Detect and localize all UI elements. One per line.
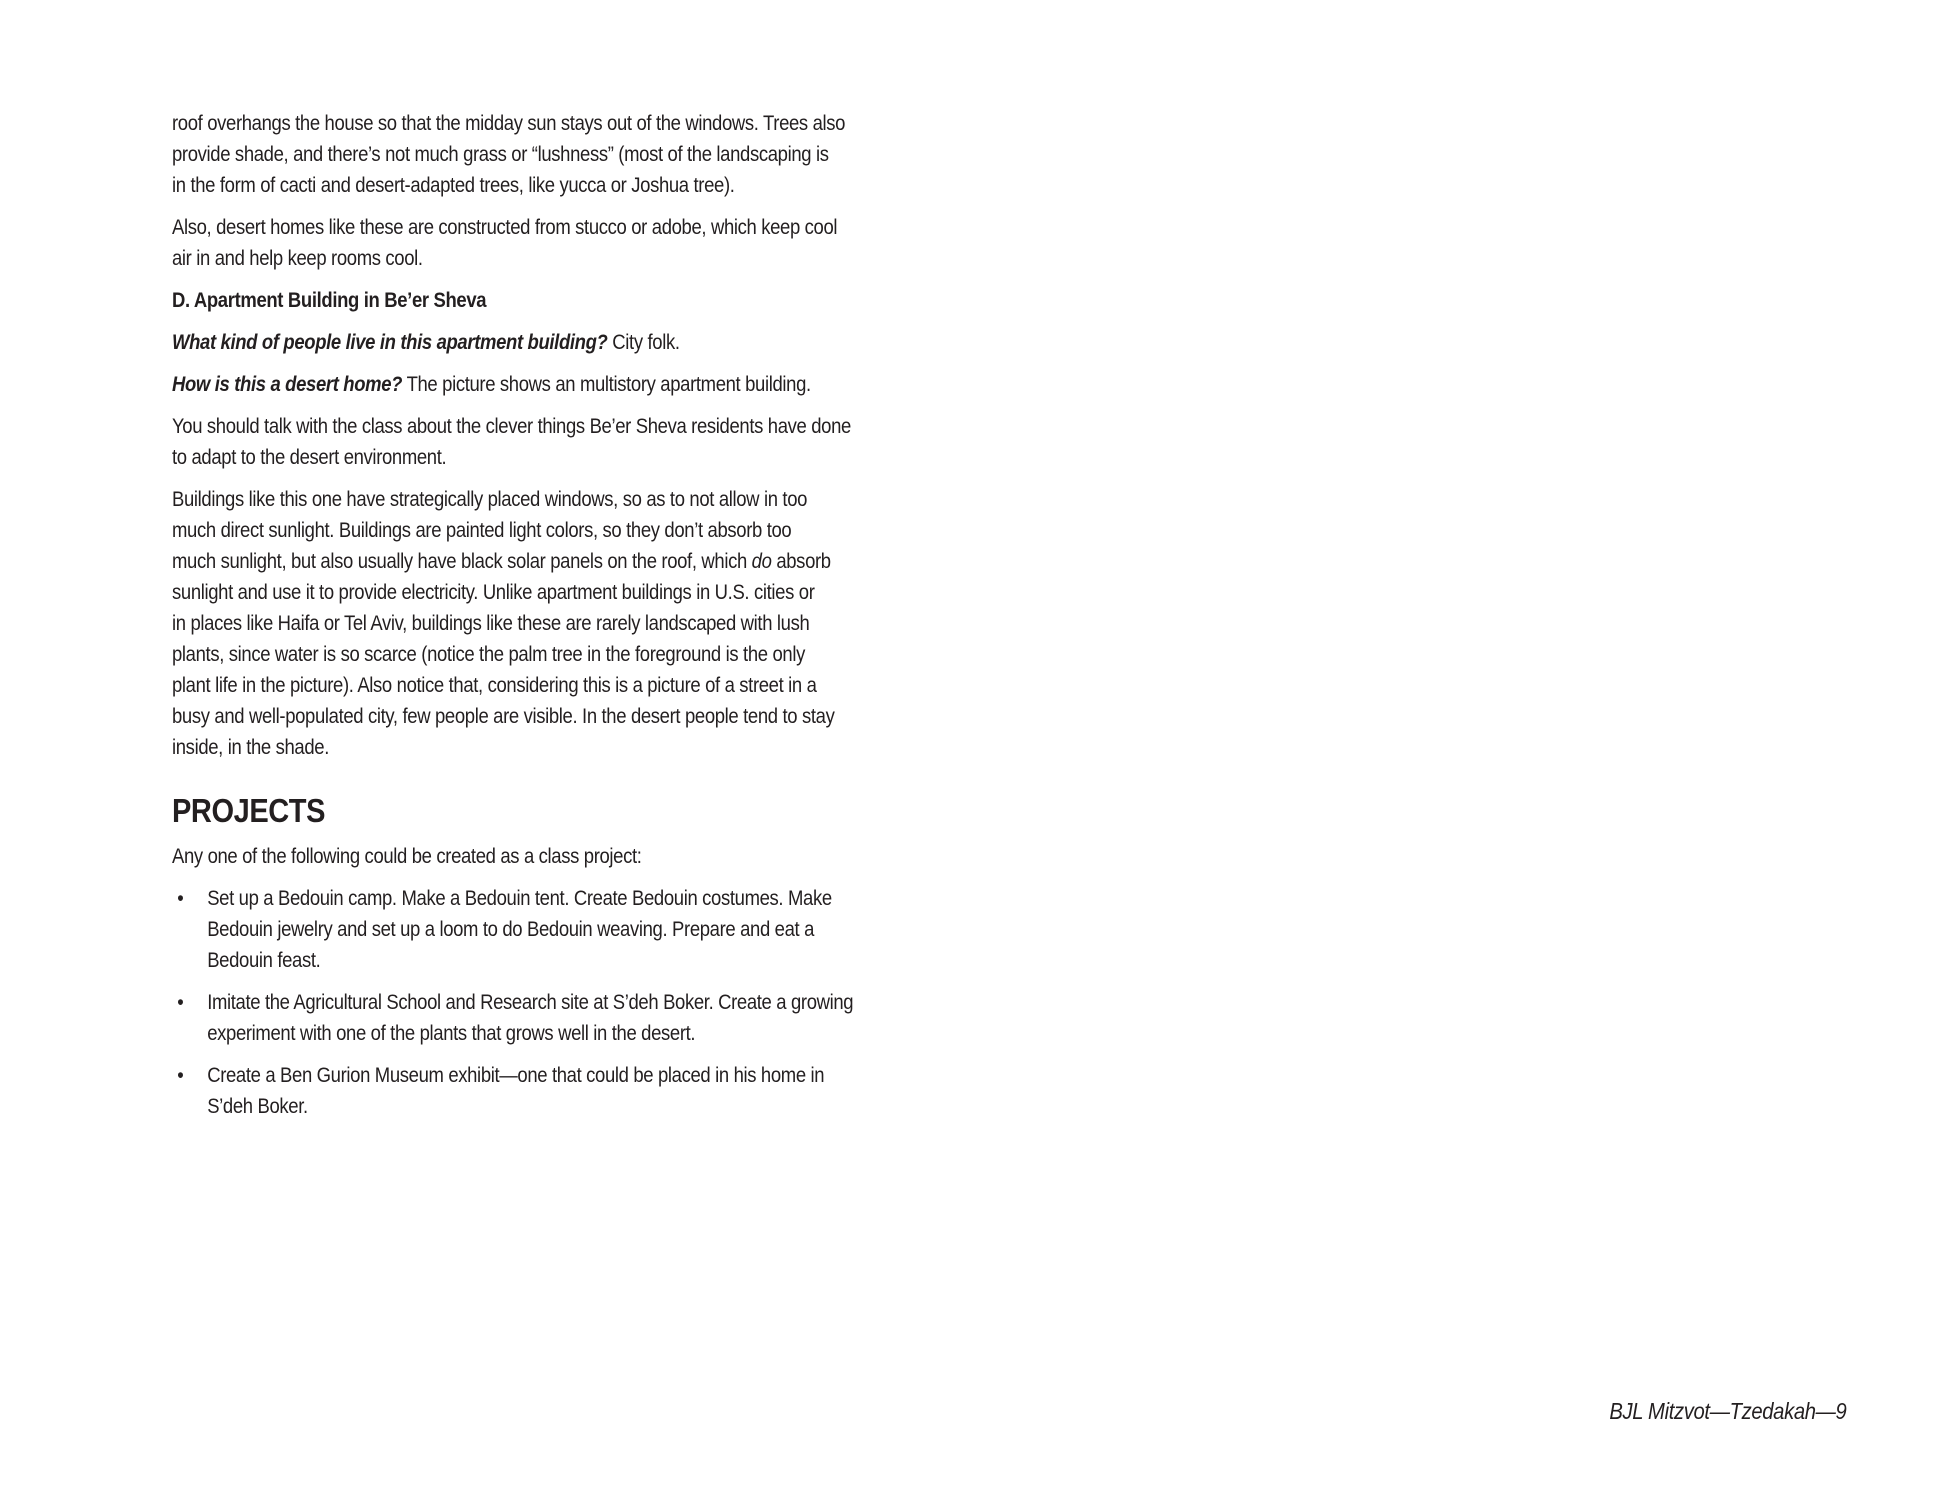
text-line: to adapt to the desert environment. xyxy=(172,446,447,469)
list-item xyxy=(172,987,867,1049)
question-text: How is this a desert home? xyxy=(172,373,403,396)
text-line: Create a Ben Gurion Museum exhibit—one that could be placed in his home in xyxy=(207,1064,825,1087)
text-line: in places like Haifa or Tel Aviv, buildings like these are rarely landscaped with lush xyxy=(172,612,810,635)
text-line: roof overhangs the house so that the midday sun stays out of the windows. Trees also xyxy=(172,112,846,135)
text-line: sunlight and use it to provide electricity. Unlike apartment buildings in U.S. cities or xyxy=(172,581,815,604)
text-line: busy and well-populated city, few people are visible. In the desert people tend to stay xyxy=(172,705,835,728)
text-line: in the form of cacti and desert-adapted trees, like yucca or Joshua tree). xyxy=(172,174,735,197)
text-line: inside, in the shade. xyxy=(172,736,329,759)
bullet-icon: • xyxy=(177,887,184,910)
emphasis-do: do xyxy=(751,550,772,573)
projects-list xyxy=(172,883,867,1122)
text-line: Imitate the Agricultural School and Research site at S’deh Boker. Create a growing xyxy=(207,991,854,1014)
paragraph-roof-overhangs xyxy=(172,108,964,201)
bullet-icon: • xyxy=(177,991,184,1014)
text-line: Bedouin jewelry and set up a loom to do Bedouin weaving. Prepare and eat a xyxy=(207,918,815,941)
text-line: experiment with one of the plants that grows well in the desert. xyxy=(207,1022,696,1045)
text-line: Bedouin feast. xyxy=(207,949,321,972)
projects-intro: Any one of the following could be created as a class project: xyxy=(172,845,642,868)
text-line: You should talk with the class about the clever things Be’er Sheva residents have done xyxy=(172,415,851,438)
paragraph-stucco-adobe xyxy=(172,212,964,274)
question-text: What kind of people live in this apartment building? xyxy=(172,331,608,354)
main-text-column xyxy=(172,108,867,1133)
text-segment: absorb xyxy=(771,550,831,573)
list-item xyxy=(172,1060,867,1122)
text-segment: much sunlight, but also usually have black solar panels on the roof, which xyxy=(172,550,752,573)
question-answer-people xyxy=(172,327,964,358)
text-line: provide shade, and there’s not much grass or “lushness” (most of the landscaping is xyxy=(172,143,829,166)
text-line: air in and help keep rooms cool. xyxy=(172,247,423,270)
subheading-apartment-building: D. Apartment Building in Be’er Sheva xyxy=(172,289,487,312)
page-footer: BJL Mitzvot—Tzedakah—9 xyxy=(1608,1398,1846,1424)
question-answer-desert-home xyxy=(172,369,964,400)
section-heading-projects: PROJECTS xyxy=(172,792,326,829)
answer-text: The picture shows an multistory apartment building. xyxy=(402,373,811,396)
text-line: S’deh Boker. xyxy=(207,1095,308,1118)
text-line: Buildings like this one have strategically placed windows, so as to not allow in too xyxy=(172,488,808,511)
text-line: Also, desert homes like these are constructed from stucco or adobe, which keep cool xyxy=(172,216,838,239)
text-line xyxy=(172,546,964,577)
text-line: Set up a Bedouin camp. Make a Bedouin tent. Create Bedouin costumes. Make xyxy=(207,887,832,910)
text-line: plants, since water is so scarce (notice the palm tree in the foreground is the only xyxy=(172,643,805,666)
answer-text: City folk. xyxy=(607,331,680,354)
paragraph-talk-with-class xyxy=(172,411,964,473)
text-line: much direct sunlight. Buildings are painted light colors, so they don’t absorb too xyxy=(172,519,792,542)
list-item xyxy=(172,883,867,976)
bullet-icon: • xyxy=(177,1064,184,1087)
text-line: plant life in the picture). Also notice that, considering this is a picture of a street in a xyxy=(172,674,817,697)
paragraph-buildings xyxy=(172,484,964,763)
